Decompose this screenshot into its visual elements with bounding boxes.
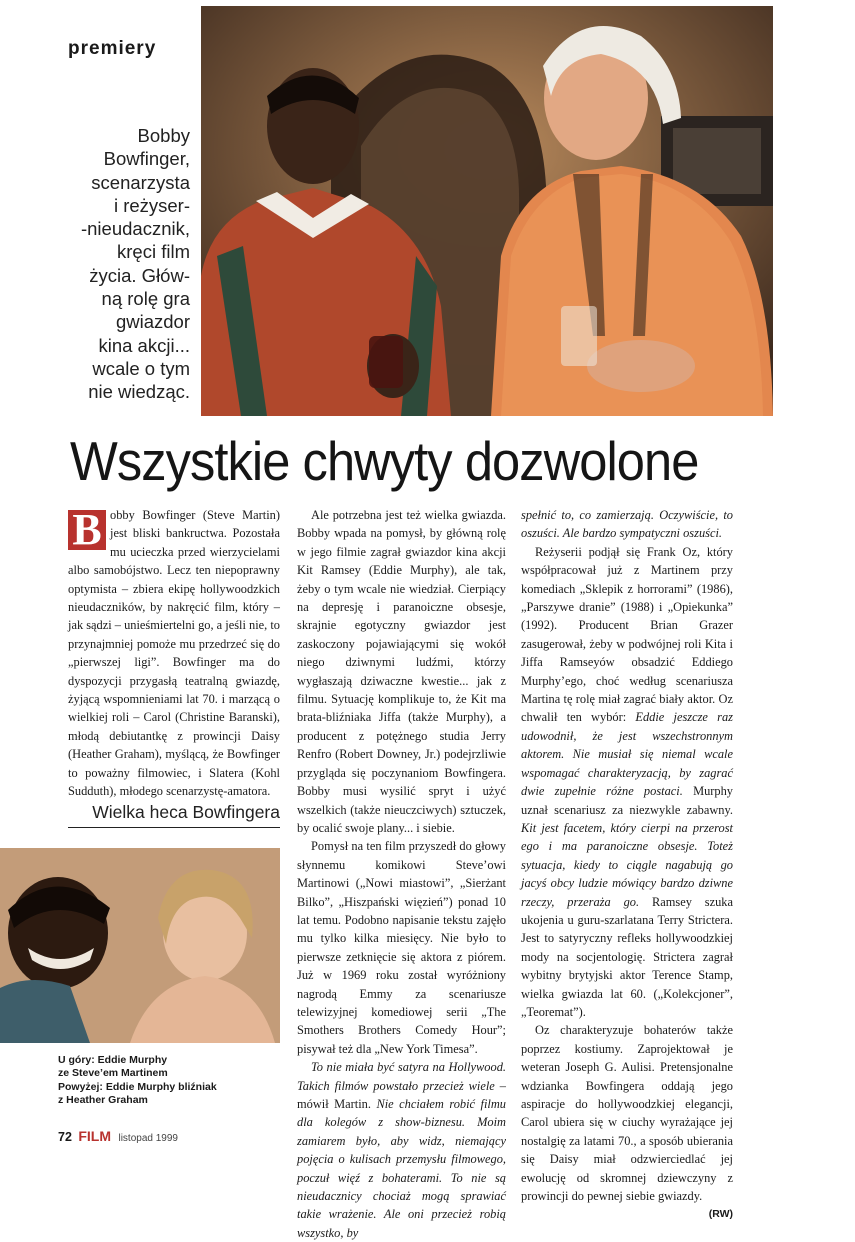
- issue-date: listopad 1999: [118, 1133, 178, 1144]
- page-number: 72: [58, 1130, 72, 1144]
- lead-line: kręci film: [117, 241, 190, 263]
- caption-line: Powyżej: Eddie Murphy bliźniak: [58, 1080, 217, 1093]
- text: Ramsey szuka ukojenia u guru-szarlatana Terry Strictera. Jest to satyryczny refleks hollywoodzkiej mody na socjentologię. Strictera zagrał wybitny brytyjski aktor Terence Stamp, wielka gwiazda lat 60. („Kolekcjoner”, „Teoremat”).: [521, 894, 734, 1019]
- photo-murphy-martin: [201, 6, 773, 416]
- column-2: [297, 506, 506, 1242]
- column-1: [68, 506, 280, 801]
- text: Murphy uznał scenariusz za niezwykle zabawny.: [521, 784, 733, 817]
- text: – mówił Martin.: [297, 1078, 507, 1111]
- col2-paragraph-1: Ale potrzebna jest też wielka gwiazda. Bobby wpada na pomysł, by główną rolę w jego filmie zagrał gwiazdor kina akcji Kit Ramsey (Eddie Murphy), ale tak, żeby o tym wcale nie wiedział. Cierpiący na depresję i paranoiczne obsesje, skrajnie egotyczny gwiazdor jest zaskoczony pojawiającymi się wokół niego dziwnymi ludźmi, którzy wygłaszają dziwaczne kwestie... jak z filmu. Sytuację komplikuje to, że Kit ma brata-bliźniaka Jiffa (także Murphy), a producent z potężnego studia Jerry Renfro (Robert Downey, Jr.) podejrzliwie przygląda się poczynaniom Bowfingera. Bobby musi wysilić spryt i użyć wszelkich (także nieuczciwych) sztuczek, by ocalić swoje plany... i siebie.: [297, 508, 506, 835]
- quote: spełnić to, co zamierzają. Oczywiście, to oszuści. Ale bardzo sympatyczni oszuści.: [521, 508, 733, 541]
- col1-paragraph-1: obby Bowfinger (Steve Martin) jest bliski bankructwa. Pozostała mu ucieczka przed wierzycielami albo samobójstwo. Lecz ten niepoprawny optymista – zbiera ekipę hollywoodzkich nieudaczników, by nakręcić film, który – jak sądzi – unieśmiertelni go, a jeśli nie, to przynajmniej pomoże mu przedrzeć się do „pierwszej ligi”. Bowfinger ma do dyspozycji przygasłą teatralną gwiazdę, żyjącą wspomnieniami lat 70. i marzącą o wielkiej roli – Carol (Christine Baranski), młodą debiutantkę z prowincji Daisy (Heather Graham), myślącą, że Bowfinger to poważny filmowiec, i Slatera (Kohl Sudduth), młodego scenarzystę-amatora.: [68, 508, 280, 799]
- lead-line: i reżyser-: [113, 194, 190, 216]
- lead-line: ną rolę gra: [101, 288, 190, 310]
- section-label: premiery: [68, 38, 157, 59]
- lead-line: gwiazdor: [115, 311, 190, 333]
- quote: To nie miała być satyra na Hollywood. Takich filmów powstało przecież wiele: [297, 1060, 506, 1093]
- photo-caption: [58, 1054, 217, 1108]
- caption-line: ze Steve’em Martinem: [58, 1067, 168, 1080]
- lead-line: scenarzysta: [91, 171, 190, 193]
- drop-cap: B: [68, 510, 106, 550]
- quote: Eddie jeszcze raz udowodnił, że jest wszechstronnym aktorem. Nie musiał się niemal wcale wspomagać charakteryzacją, by zagrać dwie zupełnie różne postaci.: [521, 710, 733, 799]
- lead-line: Bowfinger,: [103, 148, 190, 170]
- article-headline: Wszystkie chwyty dozwolone: [70, 430, 699, 492]
- col2-paragraph-3: [297, 1058, 506, 1242]
- quote: Kit jest facetem, który cierpi na przerost ego i ma paranoiczne obsesje. Toteż sytuacja, kiedy to ciągle nagabują go jacyś obcy ludzie mówiący bardzo dziwne rzeczy, przeraża go.: [521, 820, 733, 909]
- col2-paragraph-2: Pomysł na ten film przyszedł do głowy słynnemu komikowi Steve’owi Martinowi („Nowi miastowi”, „Sierżant Bilko”, „Hiszpański więzień”) ponad 10 lat temu. Podobno napisanie tekstu zajęło mu tylko kilka miesięcy. Nie było to pierwsze zetknięcie się aktora z piórem. Już w 1969 roku został wyróżniony nagrodą Emmy za scenariusze telewizyjnej komediowej serii „The Smothers Brothers Comedy Hour”; pisywał też dla „New York Timesa”.: [297, 839, 506, 1056]
- page-footer: [58, 1128, 178, 1146]
- lead-line: wcale o tym: [92, 357, 190, 379]
- lead-line: nie wiedząc.: [88, 381, 190, 403]
- lead-paragraph: [10, 124, 190, 404]
- caption-line: z Heather Graham: [58, 1094, 148, 1107]
- lead-line: -nieudacznik,: [80, 218, 190, 240]
- col3-paragraph-1: [521, 506, 733, 543]
- photo-murphy-graham: [0, 848, 280, 1043]
- lead-line: Bobby: [137, 125, 190, 146]
- col3-paragraph-2: [521, 543, 733, 1022]
- lead-line: kina akcji...: [98, 334, 190, 356]
- subheading: Wielka heca Bowfingera: [68, 802, 280, 828]
- caption-line: U góry: Eddie Murphy: [58, 1054, 168, 1066]
- magazine-name: FILM: [78, 1128, 112, 1144]
- quote: Nie chciałem robić filmu dla kolegów z show-biznesu. Moim zamiarem było, aby widz, niemający pojęcia o kulisach przemysłu filmowego, poczuł więź z bohaterami. To nie są nieudacznicy chociaż mogą sprawiać takie wrażenie. Ale oni przecież robią wszystko, by: [297, 1097, 506, 1240]
- text: Reżyserii podjął się Frank Oz, który współpracował już z Martinem przy komediach „Sklepik z horrorami” (1986), „Parszywe dranie” (1988) i „Opiekunka” (1992). Producent Brian Grazer zasugerował, żeby w podwójnej roli Kita i Jiffa Ramseyów obsadzić Eddiego Murphy’ego, choć według scenariusza Martina tę rolę miał zagrać biały aktor. Oz chwalił ten wybór:: [521, 544, 733, 725]
- text: Oz charakteryzuje bohaterów także poprzez kostiumy. Zaprojektował je weteran Joseph G. Aulisi. Pretensjonalne wdzianka Bowfingera oddają jego aspiracje do hollywoodzkiej elegancji, Carol ubiera się w ciuchy wyrażające jej nostalgię za latami 70., a sposób ubierania się Daisy miał odzwierciedlać jej ewolucję od skromnej dziewczyny z prowincji do pewnej siebie gwiazdy.: [521, 1023, 733, 1204]
- col3-paragraph-3: [521, 1021, 733, 1221]
- author-signature: (RW): [708, 1208, 733, 1221]
- lead-line: życia. Głów-: [89, 264, 190, 286]
- column-3: [521, 506, 733, 1224]
